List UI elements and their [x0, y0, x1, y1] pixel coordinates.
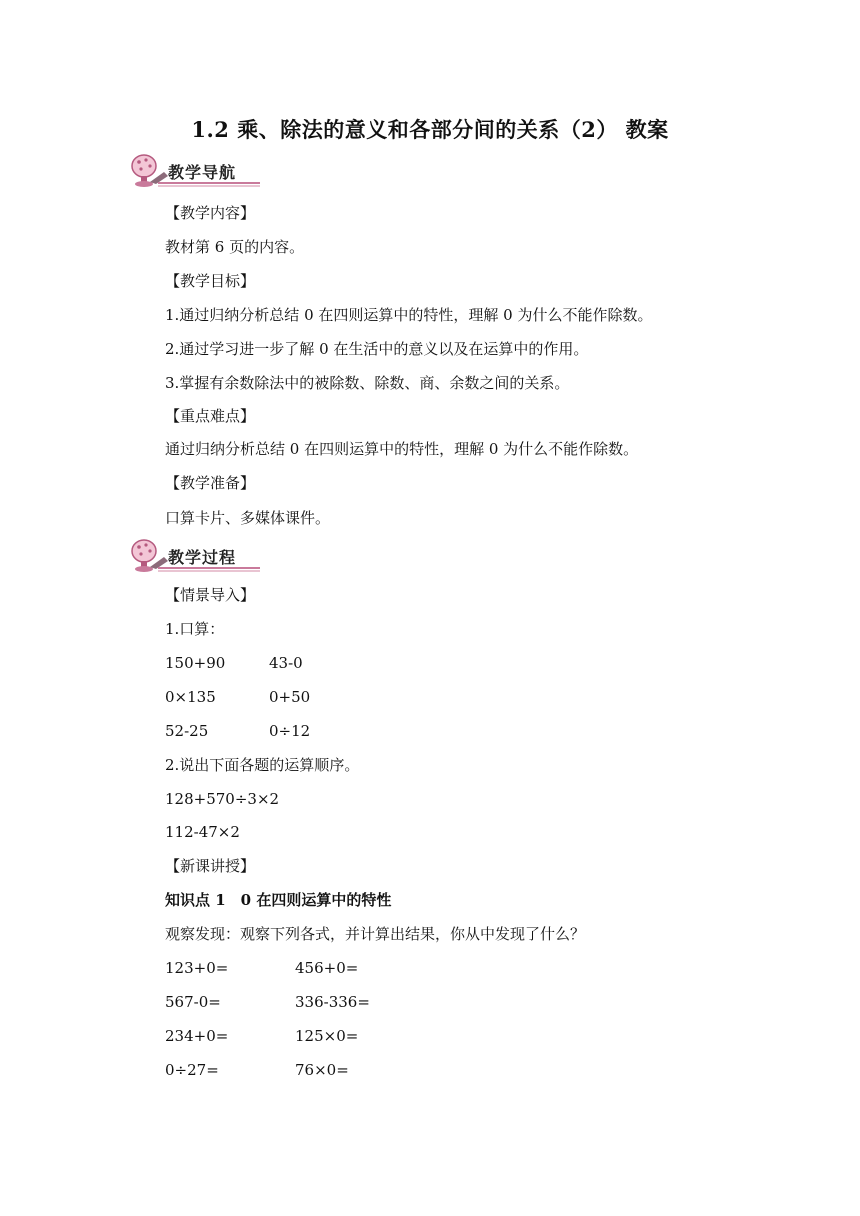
oral-title: 1.口算：	[165, 620, 225, 638]
goal-1: 1.通过归纳分析总结 0 在四则运算中的特性，理解 0 为什么不能作除数。	[165, 306, 653, 324]
oral-expr: 0×135	[165, 688, 216, 706]
expr: 0÷27=	[165, 1061, 219, 1079]
expr-row	[165, 1060, 349, 1080]
expr: 125×0=	[295, 1027, 359, 1045]
page-title: 1.2 乘、除法的意义和各部分间的关系（2） 教案	[191, 117, 669, 142]
text-prep: 口算卡片、多媒体课件。	[165, 509, 331, 527]
order-expr-1: 128+570÷3×2	[165, 790, 280, 808]
expr: 336-336=	[295, 993, 370, 1011]
heading-intro: 【情景导入】	[165, 586, 256, 604]
heading-content: 【教学内容】	[165, 204, 256, 222]
expr-row	[165, 992, 370, 1012]
expr-row	[165, 958, 359, 978]
section-badge-process	[128, 537, 262, 577]
oral-row	[165, 721, 311, 741]
badge-label: 教学导航	[168, 163, 237, 182]
oral-row	[165, 653, 303, 673]
expr: 567-0=	[165, 993, 221, 1011]
expr: 76×0=	[295, 1061, 349, 1079]
section-badge-guide	[128, 152, 262, 192]
oral-expr: 0+50	[269, 688, 311, 706]
oral-row	[165, 687, 311, 707]
heading-key: 【重点难点】	[165, 407, 256, 425]
oral-expr: 52-25	[165, 722, 209, 740]
badge-label: 教学过程	[168, 548, 237, 567]
text-key: 通过归纳分析总结 0 在四则运算中的特性，理解 0 为什么不能作除数。	[165, 440, 639, 458]
goal-3: 3.掌握有余数除法中的被除数、除数、商、余数之间的关系。	[165, 374, 570, 392]
oral-expr: 43-0	[269, 654, 303, 672]
heading-new: 【新课讲授】	[165, 857, 256, 875]
expr: 234+0=	[165, 1027, 229, 1045]
heading-goals: 【教学目标】	[165, 272, 256, 290]
order-title: 2.说出下面各题的运算顺序。	[165, 756, 360, 774]
text-content: 教材第 6 页的内容。	[165, 238, 305, 256]
expr: 123+0=	[165, 959, 229, 977]
oral-expr: 0÷12	[269, 722, 311, 740]
knowledge-point-1: 知识点 1 0 在四则运算中的特性	[165, 891, 392, 909]
order-expr-2: 112-47×2	[165, 823, 240, 841]
expr-row	[165, 1026, 359, 1046]
expr: 456+0=	[295, 959, 359, 977]
goal-2: 2.通过学习进一步了解 0 在生活中的意义以及在运算中的作用。	[165, 340, 589, 358]
observe-text: 观察发现：观察下列各式，并计算出结果，你从中发现了什么？	[165, 925, 586, 943]
heading-prep: 【教学准备】	[165, 474, 256, 492]
oral-expr: 150+90	[165, 654, 226, 672]
